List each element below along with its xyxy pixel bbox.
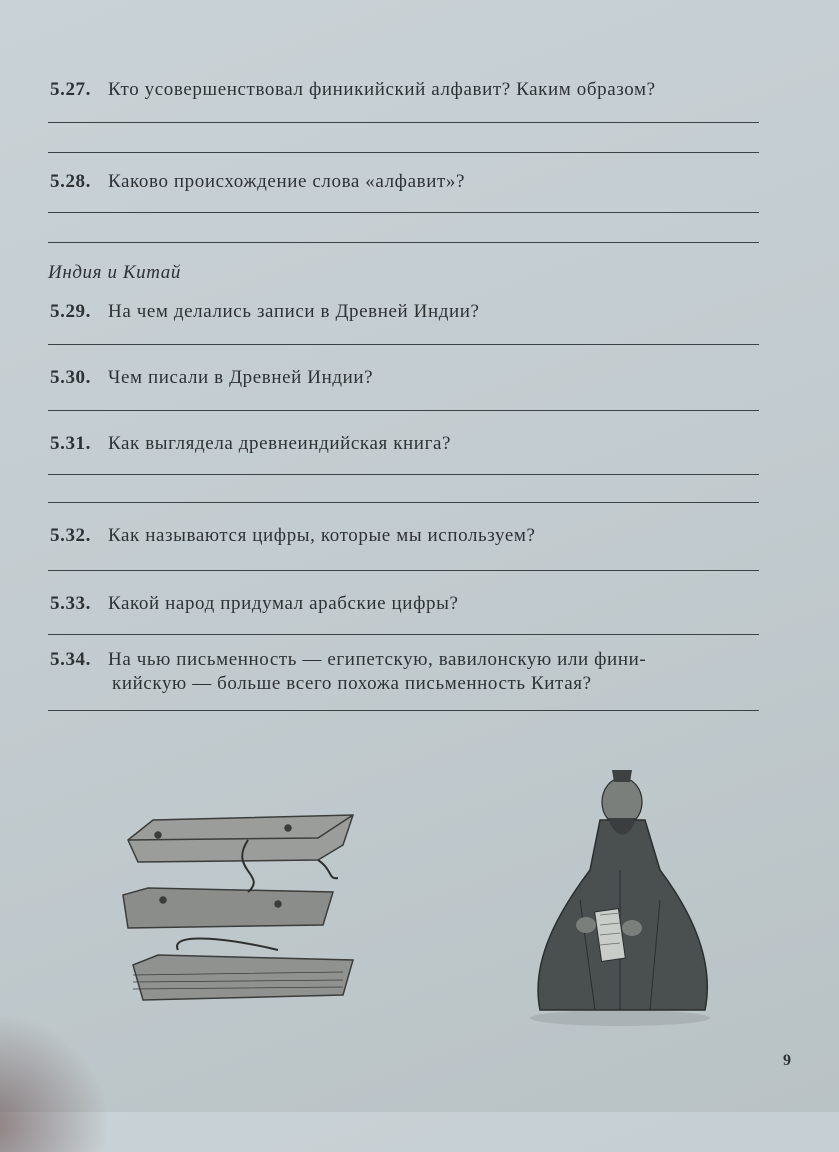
- question-text: Чем писали в Древней Индии?: [108, 367, 374, 388]
- answer-line[interactable]: [48, 474, 759, 475]
- question-number: 5.33.: [50, 593, 91, 614]
- question-number: 5.31.: [50, 433, 91, 454]
- question-text: На чью письменность — египетскую, вавилонскую или фини-: [108, 649, 647, 670]
- question-number: 5.32.: [50, 525, 91, 546]
- answer-line[interactable]: [48, 152, 759, 153]
- question-text: Какой народ придумал арабские цифры?: [108, 593, 459, 614]
- question-5-32: [50, 524, 769, 548]
- answer-line[interactable]: [48, 344, 759, 345]
- answer-line[interactable]: [48, 710, 759, 711]
- question-text: Как называются цифры, которые мы используем?: [108, 525, 536, 546]
- question-5-27: [50, 78, 769, 102]
- question-text-continued: кийскую — больше всего похожа письменность Китая?: [112, 673, 592, 694]
- answer-line[interactable]: [48, 502, 759, 503]
- question-5-31: [50, 432, 769, 456]
- seated-chinese-scholar-illustration: [520, 760, 720, 1030]
- question-text: Каково происхождение слова «алфавит»?: [108, 171, 466, 192]
- question-5-34: [50, 648, 769, 696]
- question-number: 5.27.: [50, 79, 91, 100]
- answer-line[interactable]: [48, 570, 759, 571]
- question-text: Кто усовершенствовал финикийский алфавит? Каким образом?: [108, 79, 656, 100]
- thumb-shadow: [0, 1012, 110, 1152]
- question-text: На чем делались записи в Древней Индии?: [108, 301, 480, 322]
- question-number: 5.34.: [50, 649, 91, 670]
- question-5-33: [50, 592, 769, 616]
- question-5-29: [50, 300, 769, 324]
- page-number: 9: [783, 1052, 791, 1069]
- answer-line[interactable]: [48, 212, 759, 213]
- palm-leaf-book-illustration: [118, 800, 368, 1020]
- question-5-28: [50, 170, 769, 194]
- answer-line[interactable]: [48, 634, 759, 635]
- question-number: 5.29.: [50, 301, 91, 322]
- answer-line[interactable]: [48, 122, 759, 123]
- question-5-30: [50, 366, 769, 390]
- answer-line[interactable]: [48, 242, 759, 243]
- question-text: Как выглядела древнеиндийская книга?: [108, 433, 452, 454]
- question-number: 5.28.: [50, 171, 91, 192]
- answer-line[interactable]: [48, 410, 759, 411]
- section-title: Индия и Китай: [48, 262, 181, 283]
- question-number: 5.30.: [50, 367, 91, 388]
